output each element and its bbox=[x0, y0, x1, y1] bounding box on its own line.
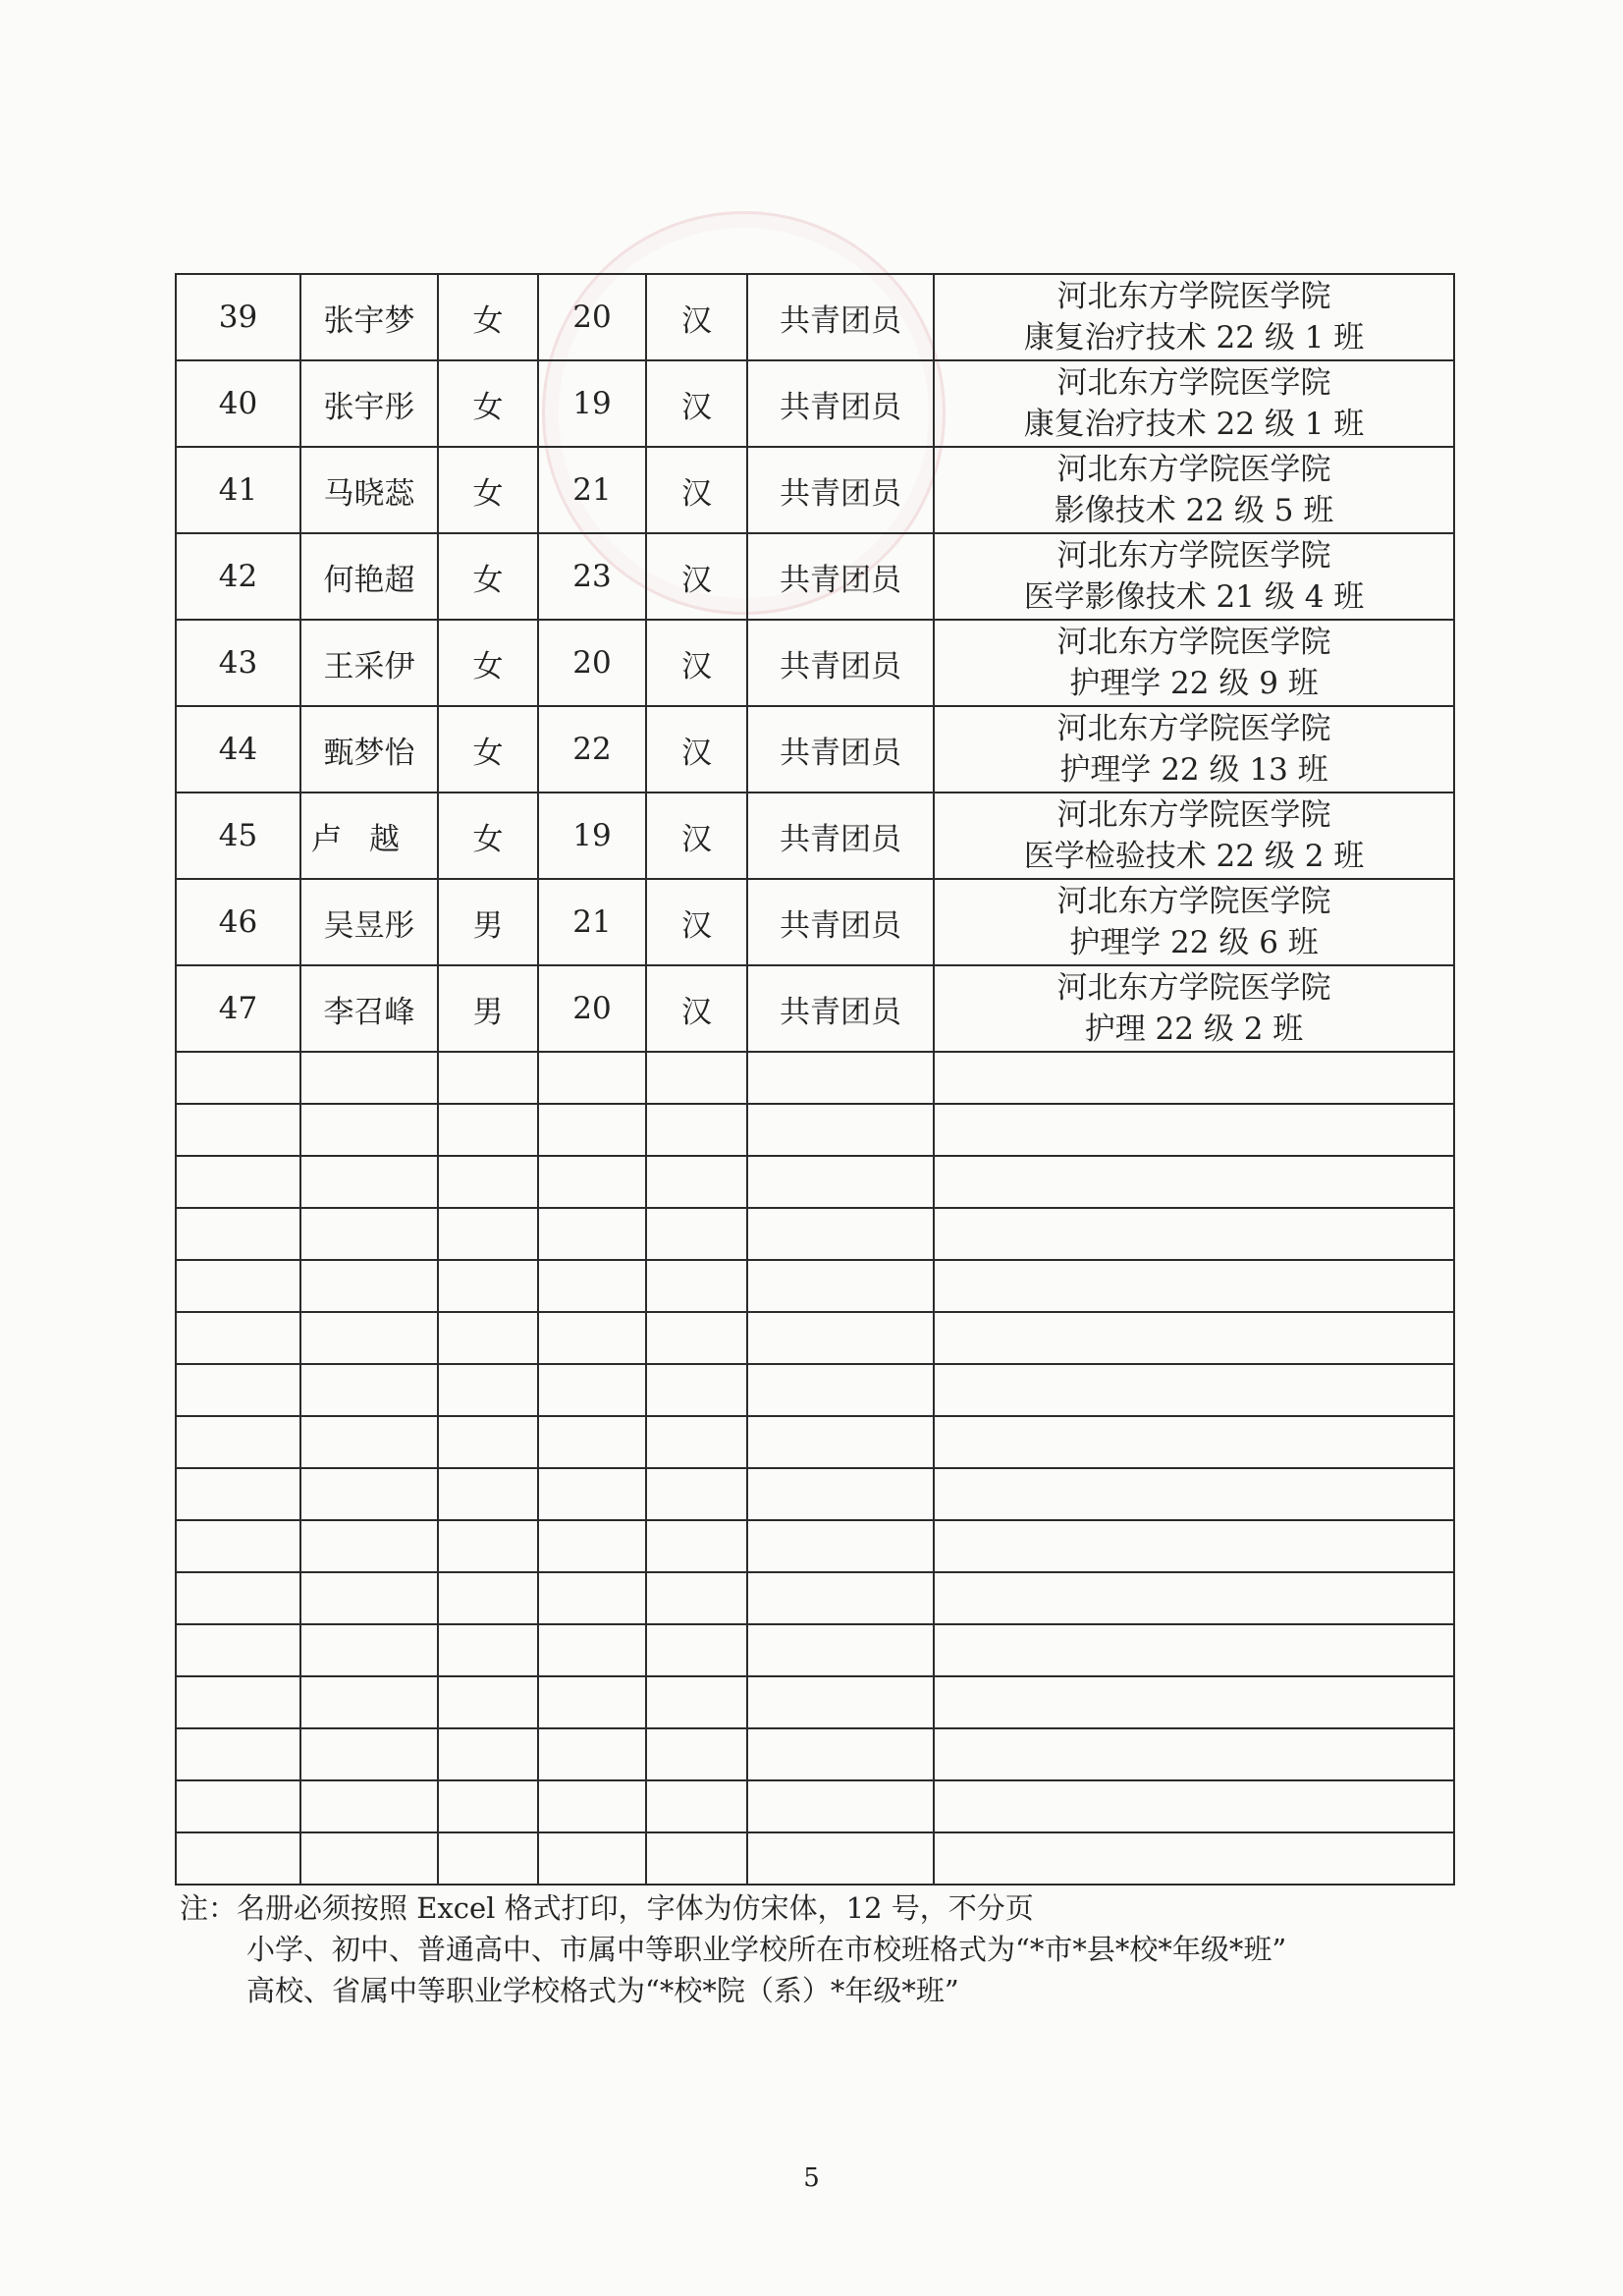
political-status-cell: 共青团员 bbox=[747, 533, 934, 620]
ethnicity-cell: 汉 bbox=[646, 533, 747, 620]
empty-cell bbox=[538, 1728, 646, 1780]
empty-cell bbox=[934, 1624, 1454, 1676]
empty-cell bbox=[300, 1468, 438, 1520]
empty-cell bbox=[438, 1572, 538, 1624]
empty-table-row bbox=[176, 1624, 1454, 1676]
ethnicity-cell: 汉 bbox=[646, 274, 747, 360]
table-row bbox=[176, 620, 1454, 706]
gender-cell: 女 bbox=[438, 793, 538, 879]
empty-cell bbox=[300, 1624, 438, 1676]
empty-cell bbox=[747, 1208, 934, 1260]
class-cell bbox=[934, 274, 1454, 360]
empty-cell bbox=[176, 1780, 300, 1832]
gender-cell: 女 bbox=[438, 533, 538, 620]
row-number-cell: 44 bbox=[176, 706, 300, 793]
empty-table-row bbox=[176, 1520, 1454, 1572]
class-name: 医学检验技术 22 级 2 班 bbox=[1023, 839, 1365, 874]
empty-cell bbox=[176, 1104, 300, 1156]
gender-cell: 男 bbox=[438, 879, 538, 965]
empty-cell bbox=[538, 1364, 646, 1416]
ethnicity-cell: 汉 bbox=[646, 620, 747, 706]
empty-cell bbox=[646, 1780, 747, 1832]
empty-cell bbox=[300, 1728, 438, 1780]
ethnicity-cell: 汉 bbox=[646, 447, 747, 533]
empty-cell bbox=[300, 1052, 438, 1104]
empty-cell bbox=[538, 1104, 646, 1156]
empty-cell bbox=[538, 1832, 646, 1885]
empty-cell bbox=[646, 1260, 747, 1312]
empty-cell bbox=[747, 1052, 934, 1104]
empty-cell bbox=[438, 1312, 538, 1364]
class-cell bbox=[934, 533, 1454, 620]
empty-cell bbox=[176, 1260, 300, 1312]
table-row bbox=[176, 965, 1454, 1052]
gender-cell: 女 bbox=[438, 274, 538, 360]
school-name: 河北东方学院医学院 bbox=[1056, 884, 1331, 919]
empty-table-row bbox=[176, 1416, 1454, 1468]
gender-cell: 女 bbox=[438, 706, 538, 793]
empty-table-row bbox=[176, 1208, 1454, 1260]
empty-cell bbox=[538, 1676, 646, 1728]
student-name-cell: 何艳超 bbox=[300, 533, 438, 620]
political-status-cell: 共青团员 bbox=[747, 274, 934, 360]
empty-cell bbox=[438, 1468, 538, 1520]
empty-cell bbox=[176, 1052, 300, 1104]
table-row bbox=[176, 706, 1454, 793]
empty-cell bbox=[438, 1728, 538, 1780]
age-cell: 22 bbox=[538, 706, 646, 793]
age-cell: 23 bbox=[538, 533, 646, 620]
table-row bbox=[176, 793, 1454, 879]
empty-cell bbox=[300, 1832, 438, 1885]
table-row bbox=[176, 879, 1454, 965]
empty-cell bbox=[300, 1156, 438, 1208]
row-number-cell: 45 bbox=[176, 793, 300, 879]
empty-cell bbox=[176, 1520, 300, 1572]
political-status-cell: 共青团员 bbox=[747, 965, 934, 1052]
class-name: 护理学 22 级 6 班 bbox=[1069, 925, 1319, 960]
empty-cell bbox=[747, 1832, 934, 1885]
empty-cell bbox=[646, 1624, 747, 1676]
gender-cell: 女 bbox=[438, 360, 538, 447]
student-name-cell: 王采伊 bbox=[300, 620, 438, 706]
class-cell bbox=[934, 706, 1454, 793]
student-name-cell: 甄梦怡 bbox=[300, 706, 438, 793]
empty-cell bbox=[438, 1416, 538, 1468]
empty-cell bbox=[646, 1156, 747, 1208]
empty-cell bbox=[438, 1364, 538, 1416]
political-status-cell: 共青团员 bbox=[747, 793, 934, 879]
age-cell: 20 bbox=[538, 274, 646, 360]
ethnicity-cell: 汉 bbox=[646, 879, 747, 965]
school-name: 河北东方学院医学院 bbox=[1056, 452, 1331, 487]
class-name: 护理学 22 级 9 班 bbox=[1069, 666, 1319, 701]
class-name: 康复治疗技术 22 级 1 班 bbox=[1023, 407, 1365, 442]
empty-cell bbox=[176, 1416, 300, 1468]
empty-cell bbox=[646, 1572, 747, 1624]
empty-cell bbox=[646, 1520, 747, 1572]
empty-cell bbox=[300, 1104, 438, 1156]
ethnicity-cell: 汉 bbox=[646, 360, 747, 447]
school-name: 河北东方学院医学院 bbox=[1056, 365, 1331, 401]
class-cell bbox=[934, 793, 1454, 879]
empty-cell bbox=[646, 1832, 747, 1885]
class-cell bbox=[934, 360, 1454, 447]
empty-cell bbox=[438, 1208, 538, 1260]
empty-cell bbox=[934, 1156, 1454, 1208]
empty-cell bbox=[538, 1208, 646, 1260]
empty-cell bbox=[300, 1260, 438, 1312]
empty-cell bbox=[176, 1364, 300, 1416]
school-name: 河北东方学院医学院 bbox=[1056, 279, 1331, 314]
footnote bbox=[180, 1887, 1456, 2011]
empty-cell bbox=[934, 1364, 1454, 1416]
ethnicity-cell: 汉 bbox=[646, 965, 747, 1052]
row-number-cell: 46 bbox=[176, 879, 300, 965]
empty-cell bbox=[538, 1468, 646, 1520]
empty-cell bbox=[176, 1676, 300, 1728]
empty-cell bbox=[438, 1260, 538, 1312]
empty-cell bbox=[646, 1312, 747, 1364]
student-name-cell: 马晓蕊 bbox=[300, 447, 438, 533]
class-name: 护理学 22 级 13 班 bbox=[1059, 752, 1328, 788]
empty-cell bbox=[646, 1676, 747, 1728]
school-name: 河北东方学院医学院 bbox=[1056, 797, 1331, 833]
class-cell bbox=[934, 447, 1454, 533]
empty-cell bbox=[176, 1728, 300, 1780]
empty-cell bbox=[747, 1728, 934, 1780]
empty-cell bbox=[934, 1260, 1454, 1312]
empty-cell bbox=[747, 1312, 934, 1364]
age-cell: 21 bbox=[538, 879, 646, 965]
empty-cell bbox=[300, 1312, 438, 1364]
empty-cell bbox=[934, 1520, 1454, 1572]
empty-cell bbox=[538, 1312, 646, 1364]
empty-cell bbox=[300, 1676, 438, 1728]
empty-cell bbox=[934, 1676, 1454, 1728]
table-row bbox=[176, 274, 1454, 360]
empty-cell bbox=[300, 1780, 438, 1832]
empty-table-row bbox=[176, 1260, 1454, 1312]
empty-cell bbox=[934, 1312, 1454, 1364]
empty-cell bbox=[176, 1572, 300, 1624]
empty-cell bbox=[176, 1832, 300, 1885]
empty-cell bbox=[934, 1728, 1454, 1780]
empty-cell bbox=[176, 1156, 300, 1208]
empty-table-row bbox=[176, 1572, 1454, 1624]
empty-table-row bbox=[176, 1052, 1454, 1104]
empty-cell bbox=[438, 1520, 538, 1572]
student-name-cell: 张宇梦 bbox=[300, 274, 438, 360]
empty-cell bbox=[747, 1676, 934, 1728]
school-name: 河北东方学院医学院 bbox=[1056, 625, 1331, 660]
empty-cell bbox=[438, 1052, 538, 1104]
empty-cell bbox=[747, 1156, 934, 1208]
empty-cell bbox=[646, 1468, 747, 1520]
student-name-cell: 张宇彤 bbox=[300, 360, 438, 447]
roster-body bbox=[176, 274, 1454, 1885]
empty-cell bbox=[438, 1676, 538, 1728]
empty-cell bbox=[934, 1832, 1454, 1885]
empty-cell bbox=[538, 1624, 646, 1676]
empty-cell bbox=[747, 1520, 934, 1572]
empty-cell bbox=[747, 1572, 934, 1624]
class-name: 医学影像技术 21 级 4 班 bbox=[1023, 579, 1365, 615]
page-number: 5 bbox=[803, 2163, 820, 2193]
empty-cell bbox=[646, 1104, 747, 1156]
empty-cell bbox=[934, 1468, 1454, 1520]
age-cell: 19 bbox=[538, 793, 646, 879]
empty-cell bbox=[646, 1416, 747, 1468]
political-status-cell: 共青团员 bbox=[747, 620, 934, 706]
school-name: 河北东方学院医学院 bbox=[1056, 970, 1331, 1006]
note-line-2: 小学、初中、普通高中、市属中等职业学校所在市校班格式为“*市*县*校*年级*班” bbox=[246, 1933, 1287, 1966]
empty-cell bbox=[438, 1624, 538, 1676]
empty-table-row bbox=[176, 1312, 1454, 1364]
empty-cell bbox=[646, 1364, 747, 1416]
student-name-cell: 吴昱彤 bbox=[300, 879, 438, 965]
empty-cell bbox=[747, 1416, 934, 1468]
class-name: 护理 22 级 2 班 bbox=[1084, 1011, 1304, 1047]
empty-cell bbox=[176, 1468, 300, 1520]
political-status-cell: 共青团员 bbox=[747, 706, 934, 793]
class-cell bbox=[934, 879, 1454, 965]
student-name-cell: 李召峰 bbox=[300, 965, 438, 1052]
empty-cell bbox=[438, 1104, 538, 1156]
empty-cell bbox=[538, 1572, 646, 1624]
empty-cell bbox=[747, 1624, 934, 1676]
empty-table-row bbox=[176, 1832, 1454, 1885]
empty-cell bbox=[538, 1260, 646, 1312]
empty-cell bbox=[538, 1780, 646, 1832]
empty-table-row bbox=[176, 1468, 1454, 1520]
age-cell: 20 bbox=[538, 620, 646, 706]
gender-cell: 男 bbox=[438, 965, 538, 1052]
table-row bbox=[176, 360, 1454, 447]
empty-cell bbox=[438, 1832, 538, 1885]
empty-cell bbox=[176, 1624, 300, 1676]
empty-table-row bbox=[176, 1728, 1454, 1780]
empty-cell bbox=[934, 1416, 1454, 1468]
table-row bbox=[176, 533, 1454, 620]
empty-cell bbox=[747, 1260, 934, 1312]
age-cell: 19 bbox=[538, 360, 646, 447]
empty-table-row bbox=[176, 1156, 1454, 1208]
empty-table-row bbox=[176, 1364, 1454, 1416]
political-status-cell: 共青团员 bbox=[747, 879, 934, 965]
empty-table-row bbox=[176, 1780, 1454, 1832]
gender-cell: 女 bbox=[438, 447, 538, 533]
ethnicity-cell: 汉 bbox=[646, 706, 747, 793]
empty-cell bbox=[934, 1780, 1454, 1832]
empty-cell bbox=[300, 1572, 438, 1624]
ethnicity-cell: 汉 bbox=[646, 793, 747, 879]
class-cell bbox=[934, 620, 1454, 706]
empty-cell bbox=[747, 1780, 934, 1832]
empty-cell bbox=[300, 1520, 438, 1572]
empty-cell bbox=[646, 1208, 747, 1260]
empty-cell bbox=[300, 1364, 438, 1416]
class-name: 康复治疗技术 22 级 1 班 bbox=[1023, 320, 1365, 355]
row-number-cell: 42 bbox=[176, 533, 300, 620]
row-number-cell: 47 bbox=[176, 965, 300, 1052]
empty-cell bbox=[176, 1208, 300, 1260]
class-cell bbox=[934, 965, 1454, 1052]
row-number-cell: 43 bbox=[176, 620, 300, 706]
age-cell: 21 bbox=[538, 447, 646, 533]
empty-cell bbox=[176, 1312, 300, 1364]
class-name: 影像技术 22 级 5 班 bbox=[1054, 493, 1334, 528]
empty-cell bbox=[934, 1572, 1454, 1624]
age-cell: 20 bbox=[538, 965, 646, 1052]
empty-cell bbox=[438, 1780, 538, 1832]
empty-cell bbox=[646, 1052, 747, 1104]
empty-cell bbox=[747, 1468, 934, 1520]
empty-cell bbox=[538, 1156, 646, 1208]
empty-cell bbox=[538, 1520, 646, 1572]
empty-table-row bbox=[176, 1104, 1454, 1156]
row-number-cell: 41 bbox=[176, 447, 300, 533]
empty-cell bbox=[934, 1052, 1454, 1104]
student-name-cell: 卢越 bbox=[300, 793, 438, 879]
note-line-1: 注：名册必须按照 Excel 格式打印，字体为仿宋体，12 号，不分页 bbox=[180, 1891, 1034, 1925]
empty-cell bbox=[934, 1104, 1454, 1156]
empty-cell bbox=[300, 1208, 438, 1260]
school-name: 河北东方学院医学院 bbox=[1056, 538, 1331, 574]
empty-cell bbox=[934, 1208, 1454, 1260]
empty-cell bbox=[538, 1416, 646, 1468]
empty-cell bbox=[747, 1104, 934, 1156]
empty-cell bbox=[438, 1156, 538, 1208]
row-number-cell: 39 bbox=[176, 274, 300, 360]
school-name: 河北东方学院医学院 bbox=[1056, 711, 1331, 746]
empty-table-row bbox=[176, 1676, 1454, 1728]
empty-cell bbox=[646, 1728, 747, 1780]
political-status-cell: 共青团员 bbox=[747, 447, 934, 533]
gender-cell: 女 bbox=[438, 620, 538, 706]
empty-cell bbox=[747, 1364, 934, 1416]
political-status-cell: 共青团员 bbox=[747, 360, 934, 447]
empty-cell bbox=[300, 1416, 438, 1468]
student-roster-table bbox=[175, 273, 1455, 1886]
table-row bbox=[176, 447, 1454, 533]
row-number-cell: 40 bbox=[176, 360, 300, 447]
empty-cell bbox=[538, 1052, 646, 1104]
note-line-3: 高校、省属中等职业学校格式为“*校*院（系）*年级*班” bbox=[246, 1974, 959, 2007]
